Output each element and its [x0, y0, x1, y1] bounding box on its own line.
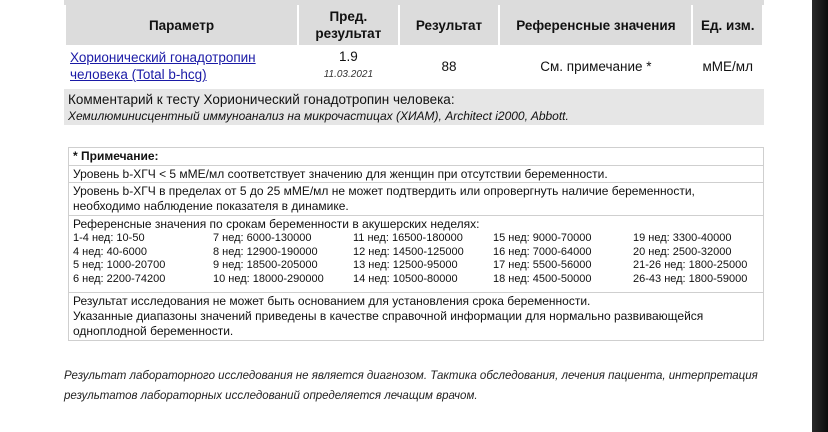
- note-line-4: [69, 293, 763, 341]
- prev-value: 1.9: [338, 49, 358, 64]
- prev-result-cell: [299, 45, 398, 87]
- note-line-4a: Результат исследования не может быть основанием для установления срока беременности.: [73, 294, 591, 308]
- week-range: 7 нед: 6000-130000: [213, 232, 312, 244]
- week-range: 12 нед: 14500-125000: [353, 245, 464, 258]
- comment-method: Хемилюминисцентный иммуноанализ на микрочастицах (ХИАМ), Architect i2000, Abbott.: [68, 109, 569, 123]
- note-line-2b: необходимо наблюдение показателя в динамике.: [73, 199, 349, 213]
- note-line-4c: одноплодной беременности.: [73, 324, 234, 338]
- week-range: 19 нед: 3300-40000: [633, 232, 732, 244]
- result-value: 88: [441, 58, 457, 74]
- weeks-grid: [73, 232, 759, 286]
- note-box: [68, 147, 764, 341]
- table-header-row: [66, 5, 762, 45]
- week-range: 4 нед: 40-6000: [73, 245, 148, 258]
- week-range: 18 нед: 4500-50000: [493, 272, 592, 285]
- note-line-1: Уровень b-ХГЧ < 5 мМЕ/мл соответствует значению для женщин при отсутствии беременности.: [69, 166, 763, 183]
- param-link[interactable]: [66, 45, 297, 87]
- header-prev: [299, 5, 398, 45]
- weeks-section: [69, 216, 763, 293]
- week-range: 6 нед: 2200-74200: [73, 272, 166, 285]
- week-range: 13 нед: 12500-95000: [353, 259, 458, 271]
- weeks-title: Референсные значения по срокам беременности в акушерских неделях:: [73, 217, 480, 231]
- header-prev-line1: Пред.: [329, 9, 368, 24]
- week-range: 15 нед: 9000-70000: [493, 232, 592, 244]
- week-range: 9 нед: 18500-205000: [213, 259, 318, 271]
- note-heading: * Примечание:: [69, 148, 763, 166]
- week-range: 16 нед: 7000-64000: [493, 245, 592, 258]
- week-range: 21-26 нед: 1800-25000: [633, 259, 748, 271]
- week-range: 14 нед: 10500-80000: [353, 272, 458, 285]
- note-line-4b: Указанные диапазоны значений приведены в качестве справочной информации для нормально развивающейся: [73, 309, 704, 323]
- header-result: Результат: [400, 5, 499, 45]
- results-table: [64, 5, 764, 87]
- week-range: 20 нед: 2500-32000: [633, 245, 732, 258]
- window-edge: [812, 0, 828, 432]
- week-range: 1-4 нед: 10-50: [73, 232, 145, 244]
- table-row: [66, 45, 762, 87]
- note-line-2a: Уровень b-ХГЧ в пределах от 5 до 25 мМЕ/мл не может подтвердить или опровергнуть наличие беременности,: [73, 184, 695, 198]
- reference-value: См. примечание *: [540, 58, 652, 74]
- header-reference: Референсные значения: [500, 5, 691, 45]
- note-line-2: [69, 183, 763, 216]
- disclaimer-line-1: Результат лабораторного исследования не является диагнозом. Тактика обследования, лечения пациента, интерпретация: [64, 370, 758, 382]
- week-range: 26-43 нед: 1800-59000: [633, 272, 748, 285]
- week-range: 11 нед: 16500-180000: [353, 232, 463, 244]
- prev-date: 11.03.2021: [323, 69, 374, 80]
- header-unit: Ед. изм.: [693, 5, 762, 45]
- week-range: 10 нед: 18000-290000: [213, 272, 324, 285]
- disclaimer-line-2: результатов лабораторных исследований определяется лечащим врачом.: [64, 390, 478, 402]
- unit-value: мМЕ/мл: [702, 58, 753, 74]
- disclaimer: [64, 366, 764, 406]
- week-range: 5 нед: 1000-20700: [73, 259, 166, 271]
- week-range: 8 нед: 12900-190000: [213, 245, 318, 258]
- comment-title: Комментарий к тесту Хорионический гонадотропин человека:: [68, 92, 455, 107]
- test-comment: [64, 89, 764, 125]
- week-range: 17 нед: 5500-56000: [493, 259, 592, 271]
- header-prev-line2: результат: [315, 26, 382, 41]
- header-param: Параметр: [66, 5, 297, 45]
- param-line1[interactable]: Хорионический гонадотропин: [70, 50, 256, 65]
- param-line2[interactable]: человека (Total b-hcg): [70, 67, 207, 82]
